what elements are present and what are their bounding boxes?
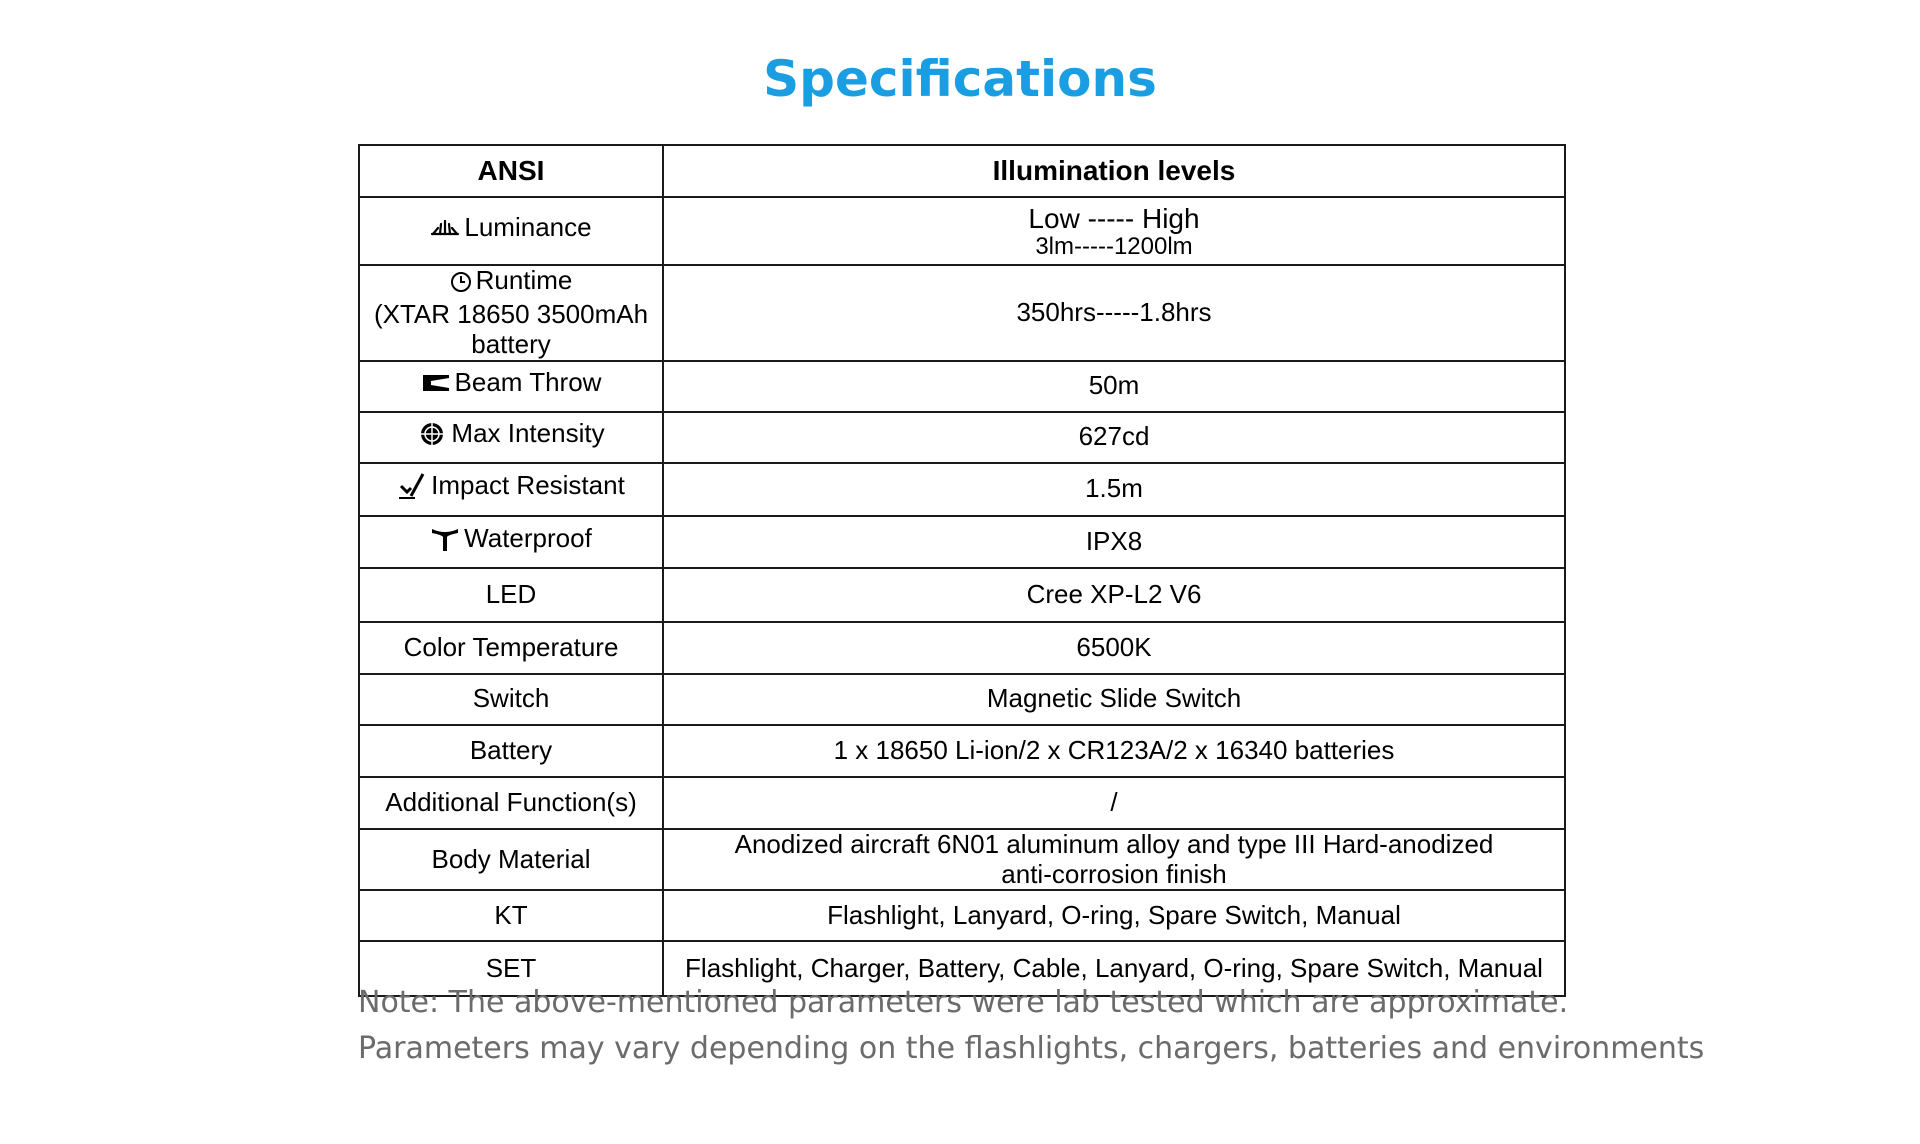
specifications-table (358, 144, 1566, 997)
row-luminance (359, 197, 1565, 265)
body-material-label: Body Material (359, 829, 663, 891)
led-value: Cree XP-L2 V6 (663, 568, 1565, 622)
luminance-range-label: Low ----- High (1028, 202, 1200, 234)
row-runtime (359, 265, 1565, 361)
body-material-value-cell (663, 829, 1565, 891)
row-led (359, 568, 1565, 622)
header-illumination-levels: Illumination levels (663, 145, 1565, 197)
waterproof-label: Waterproof (464, 522, 592, 553)
table-header-row (359, 145, 1565, 197)
runtime-value: 350hrs-----1.8hrs (663, 265, 1565, 361)
beam-icon (421, 369, 451, 397)
row-max-intensity (359, 412, 1565, 463)
kt-label: KT (359, 890, 663, 941)
row-color-temperature (359, 622, 1565, 674)
runtime-battery-label: (XTAR 18650 3500mAh (373, 298, 649, 329)
luminance-label: Luminance (464, 212, 592, 243)
beam-throw-value: 50m (663, 361, 1565, 412)
row-waterproof (359, 516, 1565, 568)
row-kt (359, 890, 1565, 941)
runtime-battery-label-end: battery (471, 328, 551, 359)
row-battery (359, 725, 1565, 777)
beam-throw-label-cell (359, 361, 663, 412)
waterproof-label-cell (359, 516, 663, 568)
runtime-label-cell (359, 265, 663, 361)
battery-value: 1 x 18650 Li-ion/2 x CR123A/2 x 16340 batteries (663, 725, 1565, 777)
luminance-value: 3lm-----1200lm (1035, 233, 1193, 261)
color-temperature-label: Color Temperature (359, 622, 663, 674)
max-intensity-label: Max Intensity (451, 418, 605, 449)
luminance-label-cell (359, 197, 663, 265)
led-label: LED (359, 568, 663, 622)
row-impact-resistant (359, 463, 1565, 516)
max-intensity-value: 627cd (663, 412, 1565, 463)
row-switch (359, 674, 1565, 725)
target-icon (417, 420, 447, 448)
additional-functions-value: / (663, 777, 1565, 829)
row-additional-functions (359, 777, 1565, 829)
kt-value: Flashlight, Lanyard, O-ring, Spare Switch, Manual (663, 890, 1565, 941)
row-beam-throw (359, 361, 1565, 412)
additional-functions-label: Additional Function(s) (359, 777, 663, 829)
body-material-value: Anodized aircraft 6N01 aluminum alloy and type III Hard-anodized (734, 828, 1494, 859)
switch-label: Switch (359, 674, 663, 725)
runtime-label: Runtime (475, 265, 573, 295)
waterproof-icon (430, 525, 460, 553)
set-value: Flashlight, Charger, Battery, Cable, Lanyard, O-ring, Spare Switch, Manual (663, 941, 1565, 996)
row-body-material (359, 829, 1565, 891)
impact-icon (397, 472, 427, 500)
switch-value: Magnetic Slide Switch (663, 674, 1565, 725)
max-intensity-label-cell (359, 412, 663, 463)
disclaimer-note (358, 980, 1704, 1072)
luminance-value-cell (663, 197, 1565, 265)
body-material-value-end: anti-corrosion finish (1001, 858, 1227, 889)
waterproof-value: IPX8 (663, 516, 1565, 568)
impact-label: Impact Resistant (431, 470, 625, 501)
note-line-2: Parameters may vary depending on the flashlights, chargers, batteries and environments (358, 1031, 1705, 1066)
battery-label: Battery (359, 725, 663, 777)
clock-icon (450, 270, 472, 292)
set-label: SET (359, 941, 663, 996)
color-temperature-value: 6500K (663, 622, 1565, 674)
note-line-1: Note: The above-mentioned parameters were lab tested which are approximate. (358, 985, 1569, 1020)
beam-throw-label: Beam Throw (454, 367, 602, 398)
header-ansi: ANSI (359, 145, 663, 197)
impact-label-cell (359, 463, 663, 516)
impact-value: 1.5m (663, 463, 1565, 516)
page-title: Specifications (763, 50, 1157, 108)
sparkle-icon (430, 214, 460, 242)
